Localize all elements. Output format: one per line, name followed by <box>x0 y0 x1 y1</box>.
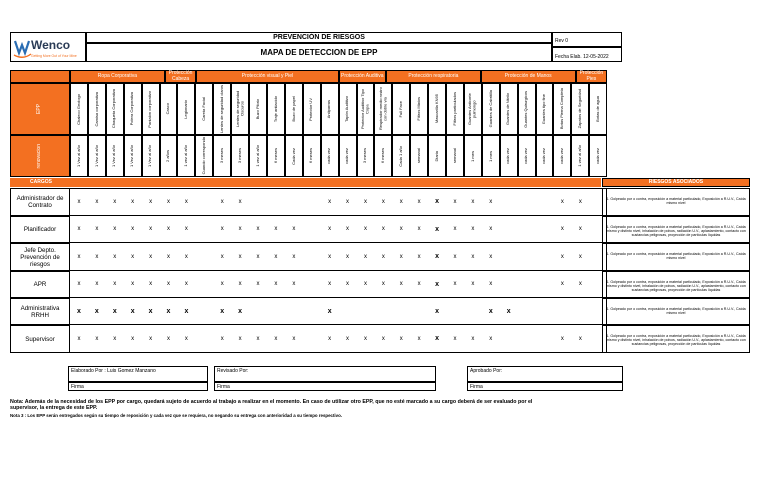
epp-mark: x <box>113 253 117 260</box>
page-title: MAPA DE DETECCION DE EPP <box>86 43 552 62</box>
renovation-text: 1 Vez al año <box>129 144 135 168</box>
renovation-text: Cada 1 año <box>397 145 403 167</box>
epp-mark: x <box>131 253 135 260</box>
epp-mark: x <box>113 198 117 205</box>
renovation-cell <box>339 135 357 177</box>
epp-mark: x <box>417 198 421 205</box>
epp-mark: x <box>328 198 332 205</box>
epp-mark: x <box>256 335 260 342</box>
epp-item-header <box>213 83 231 135</box>
epp-mark: x <box>346 335 350 342</box>
epp-item-name: Buzo Piloto <box>254 98 260 120</box>
epp-mark: x <box>435 307 440 315</box>
epp-item-name: Buzo de papel <box>290 96 296 122</box>
epp-item-header <box>571 83 589 135</box>
renovation-text: 1 mes <box>469 150 475 162</box>
epp-item-header <box>142 83 160 135</box>
group-header: Protección Pies <box>576 70 608 83</box>
renovation-cell <box>446 135 464 177</box>
renovation-cell <box>177 135 195 177</box>
renovation-text: cada vez <box>541 147 547 164</box>
renovation-text: 1 mes <box>487 150 493 162</box>
epp-item-header <box>589 83 607 135</box>
epp-mark: x <box>112 307 117 315</box>
epp-mark: x <box>363 335 367 342</box>
renovation-text: 1 Vez al año <box>111 144 117 168</box>
epp-mark: x <box>184 253 188 260</box>
epp-mark: x <box>417 335 421 342</box>
epp-mark: x <box>381 335 385 342</box>
renovation-text: 6 meses <box>272 148 278 164</box>
renovation-cell <box>195 135 213 177</box>
renovation-text: 6 meses <box>380 148 386 164</box>
renovation-cell <box>571 135 589 177</box>
risk-cell: 1. Golpeado por o contra, exposición a material particulado, Exposición a R.U.V., Caída mismo nivel <box>602 298 750 325</box>
epp-mark: x <box>292 335 296 342</box>
epp-mark: x <box>95 335 99 342</box>
epp-mark: x <box>220 281 224 287</box>
company-tagline: Getting More Out of Your Mine <box>31 54 77 58</box>
epp-mark: x <box>328 335 332 342</box>
epp-item-header <box>482 83 500 135</box>
epp-mark: x <box>256 281 260 287</box>
epp-mark: x <box>292 281 296 287</box>
epp-mark: x <box>184 226 188 232</box>
renovation-cell <box>464 135 482 177</box>
epp-item-header <box>321 83 339 135</box>
renovation-text: cada vez <box>523 147 529 164</box>
epp-mark: x <box>77 198 81 205</box>
epp-item-name: Chaleco Geologo <box>75 93 81 125</box>
revision: Rev 0 <box>552 32 622 47</box>
epp-item-header <box>392 83 410 135</box>
renovation-cell <box>428 135 446 177</box>
renovation-text: 1 Vez al año <box>147 144 153 168</box>
epp-mark: x <box>220 335 224 342</box>
epp-mark: x <box>184 335 188 342</box>
epp-mark: x <box>274 226 278 232</box>
renovation-text: 3 meses <box>236 148 242 164</box>
epp-label: EPP <box>10 83 70 135</box>
epp-mark: x <box>166 198 170 205</box>
epp-item-header <box>124 83 142 135</box>
epp-mark: x <box>435 253 440 260</box>
renovation-text: semanal <box>415 148 421 164</box>
epp-mark: x <box>346 253 350 260</box>
renovation-text: 1 vez al año <box>254 145 260 167</box>
epp-mark: x <box>95 253 99 260</box>
epp-item-name: Antiparras <box>326 99 332 119</box>
epp-mark: x <box>435 198 440 205</box>
epp-item-header <box>106 83 124 135</box>
epp-item-name: Legionario <box>183 99 189 119</box>
epp-mark: x <box>95 226 99 232</box>
epp-item-header <box>88 83 106 135</box>
renovation-text: cada vez <box>559 147 565 164</box>
renovation-cell <box>589 135 607 177</box>
epp-mark: x <box>113 226 117 232</box>
group-header: Protección Auditiva <box>339 70 386 83</box>
renovation-text: 2 años <box>165 149 171 162</box>
renovation-text: 6 meses <box>308 148 314 164</box>
epp-mark: x <box>363 253 367 260</box>
cargo-name: Planificador <box>10 216 70 243</box>
epp-mark: x <box>453 281 457 287</box>
epp-mark: x <box>327 307 332 315</box>
renovation-cell <box>500 135 518 177</box>
epp-item-header <box>446 83 464 135</box>
epp-item-header <box>177 83 195 135</box>
epp-mark: x <box>238 281 242 287</box>
epp-mark: x <box>471 198 475 205</box>
epp-mark: x <box>131 226 135 232</box>
renovation-cell <box>106 135 124 177</box>
epp-mark: x <box>131 198 135 205</box>
renovation-text: 1 vez al año <box>577 145 583 167</box>
risk-cell: 1. Golpeado por o contra, exposición a material particulado, Exposición a R.U.V., Caída mismo nivel <box>602 188 750 216</box>
renovation-cell <box>160 135 178 177</box>
epp-mark: x <box>131 281 135 287</box>
epp-mark: x <box>95 281 99 287</box>
renovation-cell <box>482 135 500 177</box>
epp-item-header <box>70 83 88 135</box>
note-1: Nota: Además de la necesidad de los EPP por cargo, quedará sujeto de acuerdo al trabajo a realizar en el momento. En caso de utilizar otro EPP, que no esté marcado a su cargo deberá de ser evaluado por el supervisor, la entrega de este EPP. <box>10 399 533 412</box>
epp-item-name: Guantes de Cabritilla <box>487 90 493 128</box>
epp-item-name: Camisa corporativa <box>93 91 99 127</box>
cargos-bar <box>10 178 601 187</box>
epp-item-name: Botas de agua <box>594 96 600 122</box>
epp-item-name: Guantes tipo fine <box>541 93 547 125</box>
epp-item-header <box>464 83 482 135</box>
cargo-name: Administrativa RRHH <box>10 298 70 325</box>
group-header: Protección de Manos <box>481 70 576 83</box>
epp-mark: x <box>238 335 242 342</box>
cargo-name: APR <box>10 271 70 298</box>
epp-mark: x <box>560 281 564 287</box>
epp-mark: x <box>453 335 457 342</box>
epp-item-header <box>249 83 267 135</box>
epp-item-name: Guantes Quirurgicos <box>523 90 529 128</box>
renovation-cell <box>357 135 375 177</box>
renovation-text: cada vez <box>326 147 332 164</box>
renovation-text: 1 vez al año <box>183 145 189 167</box>
epp-mark: x <box>489 226 493 232</box>
renovation-text: Cuando corresponda <box>201 137 206 175</box>
epp-mark: x <box>77 335 81 342</box>
renovation-text: Cada vez <box>290 147 296 165</box>
epp-mark: x <box>578 281 582 287</box>
signature-firma: Firma <box>68 382 208 391</box>
epp-mark: x <box>489 335 493 342</box>
epp-mark: x <box>274 335 278 342</box>
epp-item-name: Protector Auditivo Tipo Copa <box>359 88 370 130</box>
epp-item-header <box>339 83 357 135</box>
epp-item-header <box>374 83 392 135</box>
epp-mark: x <box>274 281 278 287</box>
epp-mark: x <box>506 307 511 315</box>
renovation-cell <box>231 135 249 177</box>
company-name: Wenco <box>31 38 71 52</box>
epp-item-name: Filtros particulados <box>451 92 457 126</box>
epp-item-header <box>500 83 518 135</box>
cargos-label: CARGOS <box>30 179 52 185</box>
renovation-cell <box>518 135 536 177</box>
epp-mark: x <box>381 198 385 205</box>
epp-mark: x <box>453 226 457 232</box>
renovation-text: cada vez <box>505 147 511 164</box>
epp-mark: x <box>328 281 332 287</box>
epp-item-name: Pantalon corporativo <box>147 90 153 128</box>
epp-mark: x <box>471 253 475 260</box>
epp-mark: x <box>399 253 403 260</box>
epp-mark: x <box>471 226 475 232</box>
epp-item-name: Lentes de seguridad claros <box>218 84 224 134</box>
epp-mark: x <box>113 335 117 342</box>
epp-mark: x <box>292 253 296 260</box>
epp-item-header <box>410 83 428 135</box>
risk-cell: 1. Golpeado por o contra, exposición a material particulado, Exposición a R.U.V., Caída mismo y distinto nivel, inhalación de polvos, radiación U.V., aplastamiento, contacto con sustancias peligrosas, proyección de partículas líquidas <box>602 216 750 243</box>
epp-mark: x <box>238 253 242 260</box>
epp-mark: x <box>220 226 224 232</box>
epp-mark: x <box>166 281 170 287</box>
epp-mark: x <box>220 198 224 205</box>
epp-mark: x <box>578 253 582 260</box>
epp-item-header <box>536 83 554 135</box>
epp-mark: x <box>292 226 296 232</box>
epp-item-name: Tapón Auditivo <box>344 95 350 123</box>
epp-mark: x <box>130 307 135 315</box>
epp-mark: x <box>328 226 332 232</box>
epp-mark: x <box>560 253 564 260</box>
renovation-cell <box>321 135 339 177</box>
epp-item-name: Full Face <box>397 100 403 118</box>
epp-mark: x <box>471 335 475 342</box>
epp-mark: x <box>274 253 278 260</box>
epp-item-name: Guantes de Nitrilo <box>505 92 511 125</box>
group-header: Protección Cabeza <box>165 70 197 83</box>
epp-mark: x <box>149 198 153 205</box>
epp-mark: x <box>435 225 440 233</box>
epp-mark: x <box>435 280 440 288</box>
epp-mark: x <box>149 226 153 232</box>
group-header: Ropa Corporativa <box>70 70 165 83</box>
epp-mark: x <box>149 281 153 287</box>
epp-mark: x <box>435 335 440 342</box>
renovation-cell <box>553 135 571 177</box>
epp-mark: x <box>489 198 493 205</box>
epp-item-name: Respirador medio rostro con doble vía <box>377 87 388 131</box>
epp-item-header <box>518 83 536 135</box>
renovation-text: cada vez <box>344 147 350 164</box>
epp-mark: x <box>417 281 421 287</box>
epp-item-header <box>285 83 303 135</box>
group-header: Protección visual y Piel <box>196 70 338 83</box>
signature-firma: Firma <box>467 382 623 391</box>
epp-mark: x <box>578 226 582 232</box>
epp-mark: x <box>184 307 189 315</box>
risk-cell: 1. Golpeado por o contra, exposición a material particulado, Exposición a R.U.V., Caída mismo nivel <box>602 243 750 271</box>
renovation-cell <box>142 135 160 177</box>
epp-item-name: Lentes de seguridad Oscuros <box>234 90 245 128</box>
epp-item-name: Botas Pierna Completa <box>559 88 565 130</box>
epp-mark: x <box>381 226 385 232</box>
renovation-label: renovacion <box>10 135 70 177</box>
epp-mark: x <box>578 335 582 342</box>
renovation-cell <box>124 135 142 177</box>
epp-mark: x <box>453 253 457 260</box>
renovation-cell <box>303 135 321 177</box>
epp-item-name: Traje antiacido <box>272 95 278 123</box>
org-title: PREVENCIÓN DE RIESGOS <box>86 32 552 43</box>
epp-mark: x <box>381 253 385 260</box>
epp-mark: x <box>220 253 224 260</box>
epp-mark: x <box>346 281 350 287</box>
renovation-cell <box>285 135 303 177</box>
epp-item-name: Chaqueta Corporativa <box>111 89 117 129</box>
elaboration-date: Fecha Elab. 12-05-2022 <box>552 47 622 62</box>
epp-mark: x <box>95 198 99 205</box>
renovation-cell <box>70 135 88 177</box>
epp-item-name: Casco <box>165 103 171 115</box>
epp-mark: x <box>77 253 81 260</box>
renovation-cell <box>249 135 267 177</box>
epp-item-name: Careta Facial <box>201 97 206 121</box>
epp-item-name: Protector UV <box>308 97 314 121</box>
epp-item-header <box>195 83 213 135</box>
epp-mark: x <box>488 307 493 315</box>
epp-mark: x <box>346 226 350 232</box>
renovation-cell <box>392 135 410 177</box>
epp-item-header <box>303 83 321 135</box>
epp-item-header <box>231 83 249 135</box>
epp-item-header <box>553 83 571 135</box>
epp-mark: x <box>399 335 403 342</box>
epp-mark: x <box>238 198 242 205</box>
epp-mark: x <box>256 226 260 232</box>
epp-mark: x <box>560 226 564 232</box>
epp-mark: x <box>363 198 367 205</box>
epp-mark: x <box>166 253 170 260</box>
epp-item-name: Filtros Mixtos <box>415 97 421 121</box>
renovation-cell <box>88 135 106 177</box>
renovation-text: 1 Vez al año <box>75 144 81 168</box>
renovation-cell <box>374 135 392 177</box>
epp-mark: x <box>489 253 493 260</box>
epp-item-name: Polera Corporativa <box>129 92 135 126</box>
epp-item-header <box>267 83 285 135</box>
epp-mark: x <box>417 226 421 232</box>
renovation-cell <box>267 135 285 177</box>
epp-mark: x <box>363 226 367 232</box>
epp-mark: x <box>560 335 564 342</box>
signature-firma: Firma <box>214 382 436 391</box>
renovation-cell <box>410 135 428 177</box>
cargo-name: Administrador de Contrato <box>10 188 70 216</box>
signature-by: Revisado Por: <box>214 366 436 382</box>
group-header: Protección respiratoria <box>386 70 481 83</box>
epp-mark: x <box>238 226 242 232</box>
risk-header: RIESGOS ASOCIADOS <box>602 178 750 187</box>
epp-mark: x <box>363 281 367 287</box>
epp-mark: x <box>453 198 457 205</box>
group-header-blank <box>10 70 70 83</box>
epp-mark: x <box>471 281 475 287</box>
renovation-text: 3 meses <box>218 148 224 164</box>
epp-mark: x <box>560 198 564 205</box>
grid-frame <box>70 188 607 353</box>
logo-box <box>10 32 86 62</box>
epp-mark: x <box>417 253 421 260</box>
epp-mark: x <box>256 253 260 260</box>
epp-item-name: Zapatos de Seguridad <box>577 89 583 129</box>
risk-cell: 1. Golpeado por o contra, exposición a material particulado, Exposición a R.U.V., Caída mismo y distinto nivel, inhalación de polvos, radiación U.V., aplastamiento, contacto con sustancias peligrosas, proyección de partículas líquidas <box>602 271 750 298</box>
epp-mark: x <box>94 307 99 315</box>
epp-mark: x <box>220 307 225 315</box>
epp-mark: x <box>346 198 350 205</box>
renovation-text: Diaria <box>433 150 439 162</box>
signature-by: Aprobado Por: <box>467 366 623 382</box>
epp-mark: x <box>166 226 170 232</box>
epp-mark: x <box>166 307 171 315</box>
renovation-cell <box>213 135 231 177</box>
epp-mark: x <box>166 335 170 342</box>
epp-mark: x <box>238 307 243 315</box>
epp-mark: x <box>77 281 81 287</box>
epp-mark: x <box>77 226 81 232</box>
epp-mark: x <box>184 281 188 287</box>
signature-by: Elaborado Por : Luis Gomez Manzano <box>68 366 208 382</box>
epp-mark: x <box>113 281 117 287</box>
epp-mark: x <box>148 307 153 315</box>
epp-item-header <box>428 83 446 135</box>
epp-mark: x <box>131 335 135 342</box>
epp-mark: x <box>399 281 403 287</box>
epp-mark: x <box>578 198 582 205</box>
epp-item-name: Mascarilla KN95 <box>433 94 439 124</box>
epp-mark: x <box>381 281 385 287</box>
epp-item-header <box>160 83 178 135</box>
epp-mark: x <box>399 198 403 205</box>
epp-mark: x <box>149 253 153 260</box>
renovation-text: 3 meses <box>362 148 368 164</box>
epp-mark: x <box>149 335 153 342</box>
renovation-text: cada vez <box>594 147 600 164</box>
note-3: Nota 3 : Los EPP serán entregados según su tiempo de reposición y cada vez que se requiera, no negando su entrega con anterioridad a su tiempo respectivo. <box>10 413 342 418</box>
renovation-text: semanal <box>451 148 457 164</box>
epp-item-name: Guantes Anticorte pulmongo <box>467 93 477 125</box>
epp-mark: x <box>328 253 332 260</box>
epp-mark: x <box>77 307 81 315</box>
cargo-name: Supervisor <box>10 325 70 353</box>
epp-item-header <box>357 83 375 135</box>
epp-mark: x <box>184 198 188 205</box>
renovation-cell <box>536 135 554 177</box>
risk-cell: 1. Golpeado por o contra, exposición a material particulado, Exposición a R.U.V., Caída mismo y distinto nivel, inhalación de polvos, radiación U.V., aplastamiento, contacto con sustancias peligrosas, proyección de partículas líquidas <box>602 325 750 353</box>
renovation-text: 1 Vez al año <box>93 144 99 168</box>
epp-mark: x <box>489 281 493 287</box>
cargo-name: Jefe Depto. Prevención de riesgos <box>10 243 70 271</box>
epp-mark: x <box>399 226 403 232</box>
